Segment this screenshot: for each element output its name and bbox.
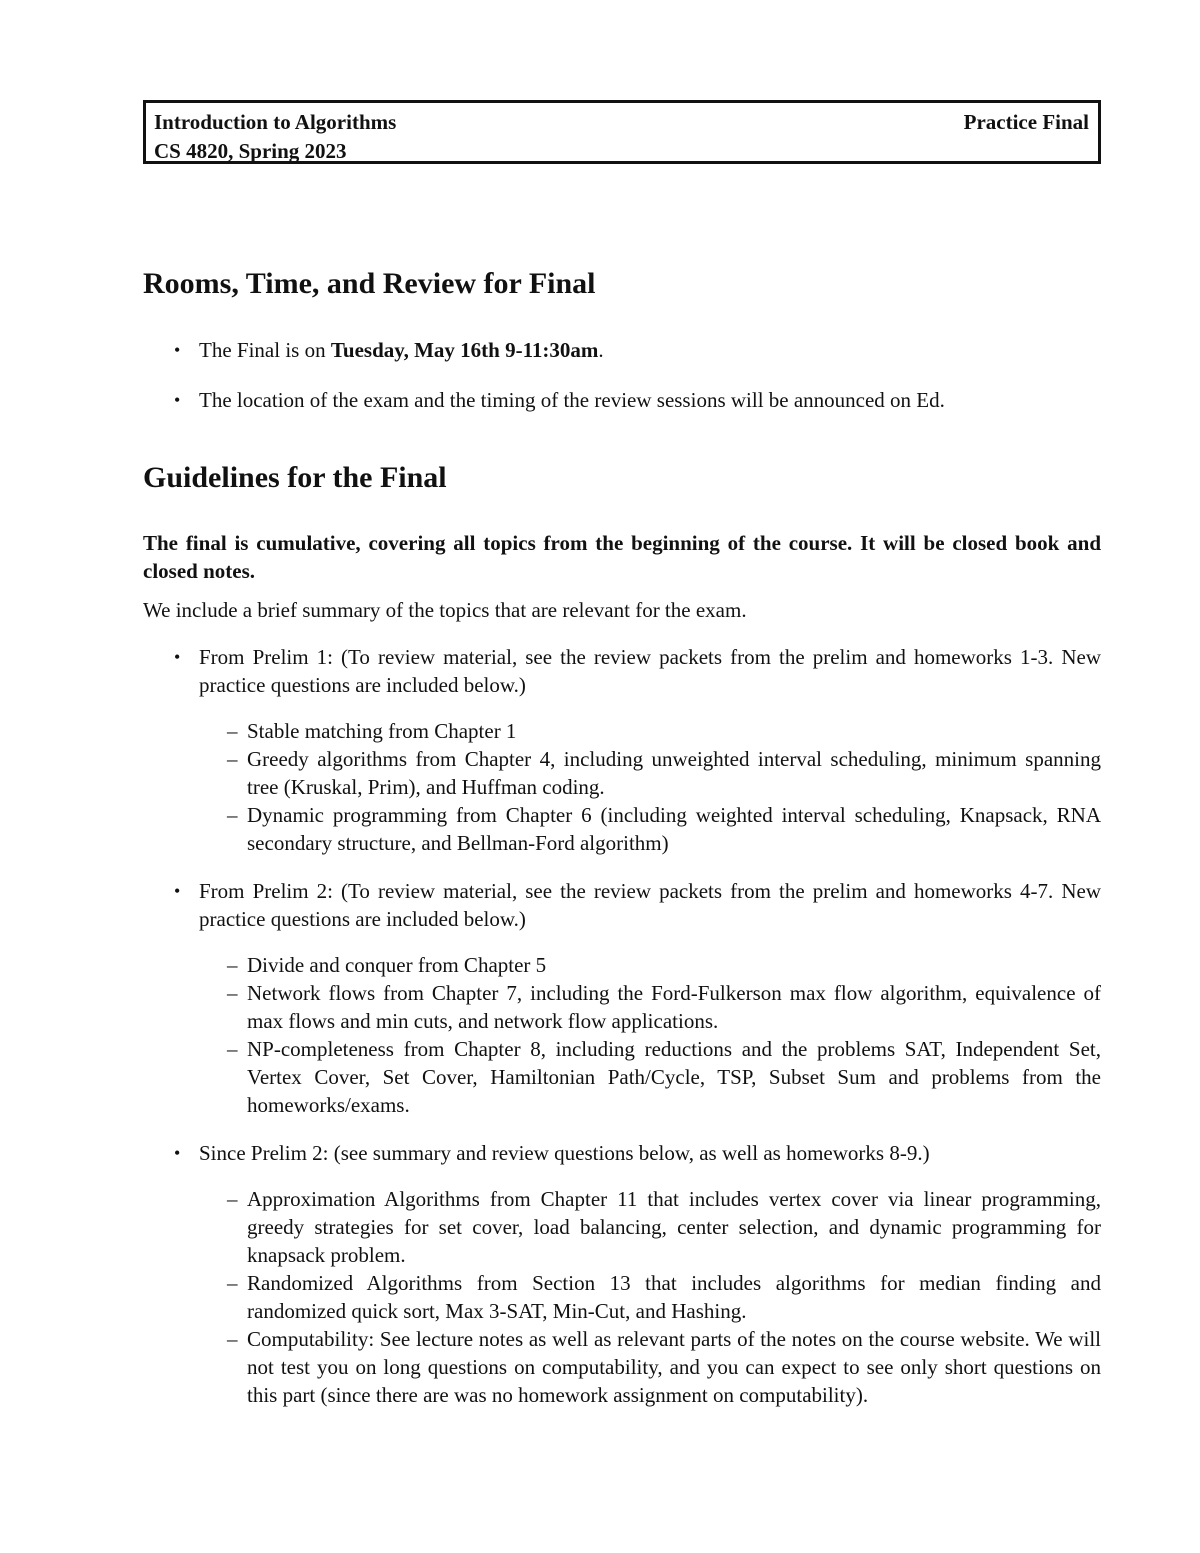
topic-sublist xyxy=(199,717,1101,857)
topic-item: – Greedy algorithms from Chapter 4, including unweighted interval scheduling, minimum spanning tree (Kruskal, Prim), and Huffman coding. xyxy=(197,745,1101,801)
topic-item: – Randomized Algorithms from Section 13 that includes algorithms for median finding and randomized quick sort, Max 3-SAT, Min-Cut, and Hashing. xyxy=(197,1269,1101,1325)
topic-group-prelim1 xyxy=(143,643,1101,857)
topic-item: – NP-completeness from Chapter 8, including reductions and the problems SAT, Independent Set, Vertex Cover, Set Cover, Hamiltonian Path/Cycle, TSP, Subset Sum and problems from the homeworks/exams. xyxy=(197,1035,1101,1119)
header-box xyxy=(143,100,1101,164)
document-page xyxy=(143,100,1101,1409)
section-title-rooms: Rooms, Time, and Review for Final xyxy=(143,267,596,300)
topic-sublist xyxy=(199,951,1101,1119)
list-item xyxy=(143,336,1101,364)
course-title: Introduction to Algorithms xyxy=(154,110,397,134)
topic-item: – Stable matching from Chapter 1 xyxy=(197,717,1101,745)
topic-item: – Computability: See lecture notes as well as relevant parts of the notes on the course website. We will not test you on long questions on computability, and you can expect to see only short questions on this part (since there are was no homework assignment on computability). xyxy=(197,1325,1101,1409)
group-intro: • From Prelim 1: (To review material, see the review packets from the prelim and homeworks 1-3. New practice questions are included below.) xyxy=(199,645,1101,697)
final-date-prefix: The Final is on xyxy=(199,338,331,362)
summary-intro: We include a brief summary of the topics that are relevant for the exam. xyxy=(143,598,747,622)
group-intro: • Since Prelim 2: (see summary and review questions below, as well as homeworks 8-9.) xyxy=(199,1141,930,1165)
topic-item: – Dynamic programming from Chapter 6 (including weighted interval scheduling, Knapsack, RNA secondary structure, and Bellman-Ford algorithm) xyxy=(197,801,1101,857)
course-term: CS 4820, Spring 2023 xyxy=(154,139,347,163)
topic-item: – Network flows from Chapter 7, including the Ford-Fulkerson max flow algorithm, equivalence of max flows and min cuts, and network flow applications. xyxy=(197,979,1101,1035)
final-date-suffix: . xyxy=(598,338,604,362)
topic-item: – Divide and conquer from Chapter 5 xyxy=(197,951,1101,979)
topic-sublist xyxy=(199,1185,1101,1409)
topic-group-since-prelim2 xyxy=(143,1139,1101,1409)
group-intro: • From Prelim 2: (To review material, see the review packets from the prelim and homeworks 4-7. New practice questions are included below.) xyxy=(199,879,1101,931)
topics-list xyxy=(143,643,1101,1409)
topic-group-prelim2 xyxy=(143,877,1101,1119)
rooms-list xyxy=(143,336,1101,414)
final-date: Tuesday, May 16th 9-11:30am xyxy=(330,338,599,362)
section-title-guidelines: Guidelines for the Final xyxy=(143,461,447,494)
topic-item: – Approximation Algorithms from Chapter 11 that includes vertex cover via linear programming, greedy strategies for set cover, load balancing, center selection, and dynamic programming for knapsack problem. xyxy=(197,1185,1101,1269)
list-item: • The location of the exam and the timing of the review sessions will be announced on Ed. xyxy=(143,386,1101,414)
doc-type: Practice Final xyxy=(963,110,1089,134)
cumulative-note: The final is cumulative, covering all topics from the beginning of the course. It will be closed book and closed notes. xyxy=(143,531,1101,583)
